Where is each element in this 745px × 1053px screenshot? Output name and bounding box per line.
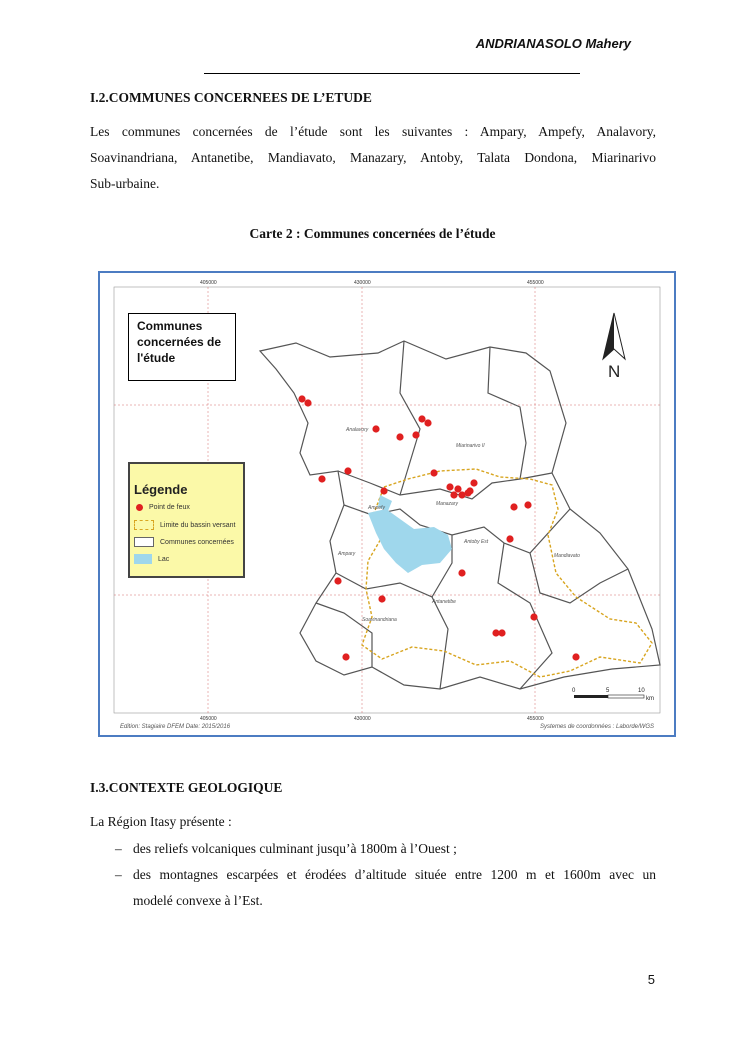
coord-top-1: 405000 [200, 280, 217, 286]
header-author: ANDRIANASOLO Mahery [475, 36, 631, 51]
commune-label: Antoby Est [464, 539, 489, 545]
watershed-symbol [134, 520, 154, 530]
scale-tick: 5 [606, 688, 610, 694]
commune-symbol [134, 537, 154, 547]
paragraph-line: Les communes concernées de l’étude sont les suivantes : Ampary, Ampefy, Analavory, [90, 124, 656, 139]
legend-title: Légende [134, 482, 188, 497]
legend-item-lake [134, 554, 169, 564]
commune-label: Manazary [436, 501, 458, 507]
coord-bottom-2: 430000 [354, 716, 371, 722]
commune-label: Soavinandriana [362, 617, 397, 623]
coord-bottom-1: 405000 [200, 716, 217, 722]
map-figure [98, 271, 676, 737]
commune-label: Analavory [346, 427, 369, 433]
legend-item-communes [134, 537, 234, 547]
lake-symbol [134, 554, 152, 564]
legend-label: Communes concernées [160, 538, 234, 546]
scale-unit: km [646, 696, 654, 702]
legend-item-watershed [134, 520, 235, 530]
scale-bar [572, 688, 654, 702]
north-arrow [603, 313, 625, 381]
legend-label: Point de feux [149, 504, 190, 511]
commune-label: Mandiavato [554, 553, 580, 559]
page-number: 5 [647, 972, 655, 987]
legend-label: Lac [158, 555, 170, 563]
paragraph-line: Soavinandriana, Antanetibe, Mandiavato, Manazary, Antoby, Talata Dondona, Miarinarivo [90, 150, 656, 165]
coord-top-2: 430000 [354, 280, 371, 286]
legend-item-fire-point [134, 504, 190, 511]
map-legend [128, 462, 245, 578]
commune-label: Ampary [338, 551, 356, 557]
commune-label: Antanetibe [432, 599, 456, 605]
figure-caption: Carte 2 : Communes concernées de l’étude [249, 226, 496, 241]
map-footer-left: Edition: Stagiaire DFEM Date: 2015/2016 [120, 724, 231, 730]
list-text: des montagnes escarpées et érodées d’altitude située entre 1200 m et 1600m avec un [133, 867, 656, 882]
coord-top-3: 455000 [527, 280, 544, 286]
section-title: I.3.CONTEXTE GEOLOGIQUE [90, 780, 283, 795]
header-rule [204, 73, 580, 74]
list-dash: – [115, 841, 122, 856]
fire-point-symbol [136, 504, 143, 511]
commune-label: Ampefy [368, 505, 385, 511]
list-item [115, 862, 656, 888]
intro-text: La Région Itasy présente : [90, 814, 232, 829]
map-footer-right: Systemes de coordonnées : Laborde/WGS [539, 724, 654, 730]
section-title: I.2.COMMUNES CONCERNEES DE L’ETUDE [90, 90, 372, 105]
list-item-continuation [115, 888, 656, 914]
scale-tick: 10 [638, 688, 645, 694]
map-title-box: Communes concernées de l'étude [128, 313, 236, 381]
list-text: des reliefs volcaniques culminant jusqu’à 1800m à l’Ouest ; [133, 841, 457, 856]
paragraph-line: Sub-urbaine. [90, 176, 160, 191]
coord-bottom-3: 455000 [527, 716, 544, 722]
north-label: N [608, 362, 621, 381]
commune-label: Miarinarivo II [456, 443, 485, 449]
scale-tick: 0 [572, 688, 576, 694]
list-text: modelé convexe à l’Est. [133, 893, 263, 908]
list-dash: – [115, 867, 122, 882]
paragraph [90, 119, 656, 197]
list-item [115, 836, 656, 862]
legend-label: Limite du bassin versant [160, 521, 236, 529]
